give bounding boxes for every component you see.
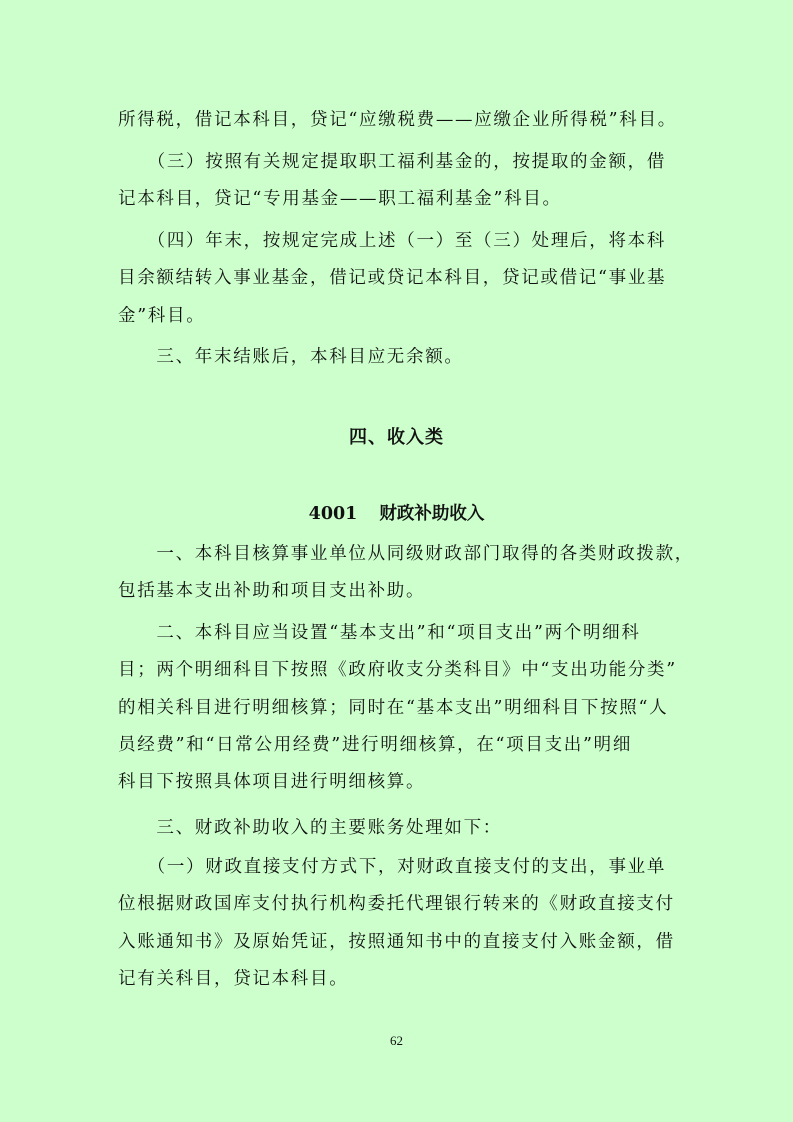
text-line: 三、年末结账后，本科目应无余额。 <box>118 347 464 367</box>
paragraph-scope <box>118 536 694 611</box>
text-line: （一）财政直接支付方式下，对财政直接支付的支出，事业单 <box>118 857 667 877</box>
text-line: 科目下按照具体项目进行明细核算。 <box>118 772 426 793</box>
paragraph-welfare-fund <box>118 144 694 219</box>
paragraph-no-balance <box>118 339 694 376</box>
text-line: 包括基本支出补助和项目支出补助。 <box>118 581 426 602</box>
text-line: （三）按照有关规定提取职工福利基金的，按提取的金额，借 <box>118 152 667 172</box>
text-line: 的相关科目进行明细核算；同时在“基本支出”明细科目下按照“人 <box>118 697 669 718</box>
text-line: 记有关科目，贷记本科目。 <box>118 968 349 989</box>
text-line: 目；两个明细科目下按照《政府收支分类科目》中“支出功能分类” <box>118 660 677 681</box>
text-line: 二、本科目应当设置“基本支出”和“项目支出”两个明细科 <box>118 623 641 643</box>
paragraph-income-tax <box>118 102 694 139</box>
paragraph-main-entries <box>118 810 694 847</box>
text-line: 入账通知书》及原始凭证，按照通知书中的直接支付入账金额，借 <box>118 931 675 952</box>
paragraph-subaccounts <box>118 615 694 801</box>
text-line: 金”科目。 <box>118 305 206 326</box>
paragraph-direct-payment <box>118 849 694 998</box>
text-line: 员经费”和“日常公用经费”进行明细核算，在“项目支出”明细 <box>118 734 633 755</box>
text-line: （四）年末，按规定完成上述（一）至（三）处理后，将本科 <box>118 231 667 251</box>
account-name: 财政补助收入 <box>379 504 485 524</box>
section-heading: 四、收入类 <box>349 427 444 448</box>
text-line: 位根据财政国库支付执行机构委托代理银行转来的《财政直接支付 <box>118 894 675 915</box>
page-number: 62 <box>390 1033 403 1048</box>
text-line: 记本科目，贷记“专用基金——职工福利基金”科目。 <box>118 189 562 210</box>
text-line: 目余额结转入事业基金，借记或贷记本科目，贷记或借记“事业基 <box>118 268 667 289</box>
text-line: 一、本科目核算事业单位从同级财政部门取得的各类财政拨款， <box>118 544 694 564</box>
account-heading <box>0 500 793 525</box>
text-line: 三、财政补助收入的主要账务处理如下： <box>118 818 502 838</box>
paragraph-year-end-transfer <box>118 223 694 335</box>
account-code: 4001 <box>308 504 358 524</box>
text-line: 所得税，借记本科目，贷记“应缴税费——应缴企业所得税”科目。 <box>118 110 677 130</box>
